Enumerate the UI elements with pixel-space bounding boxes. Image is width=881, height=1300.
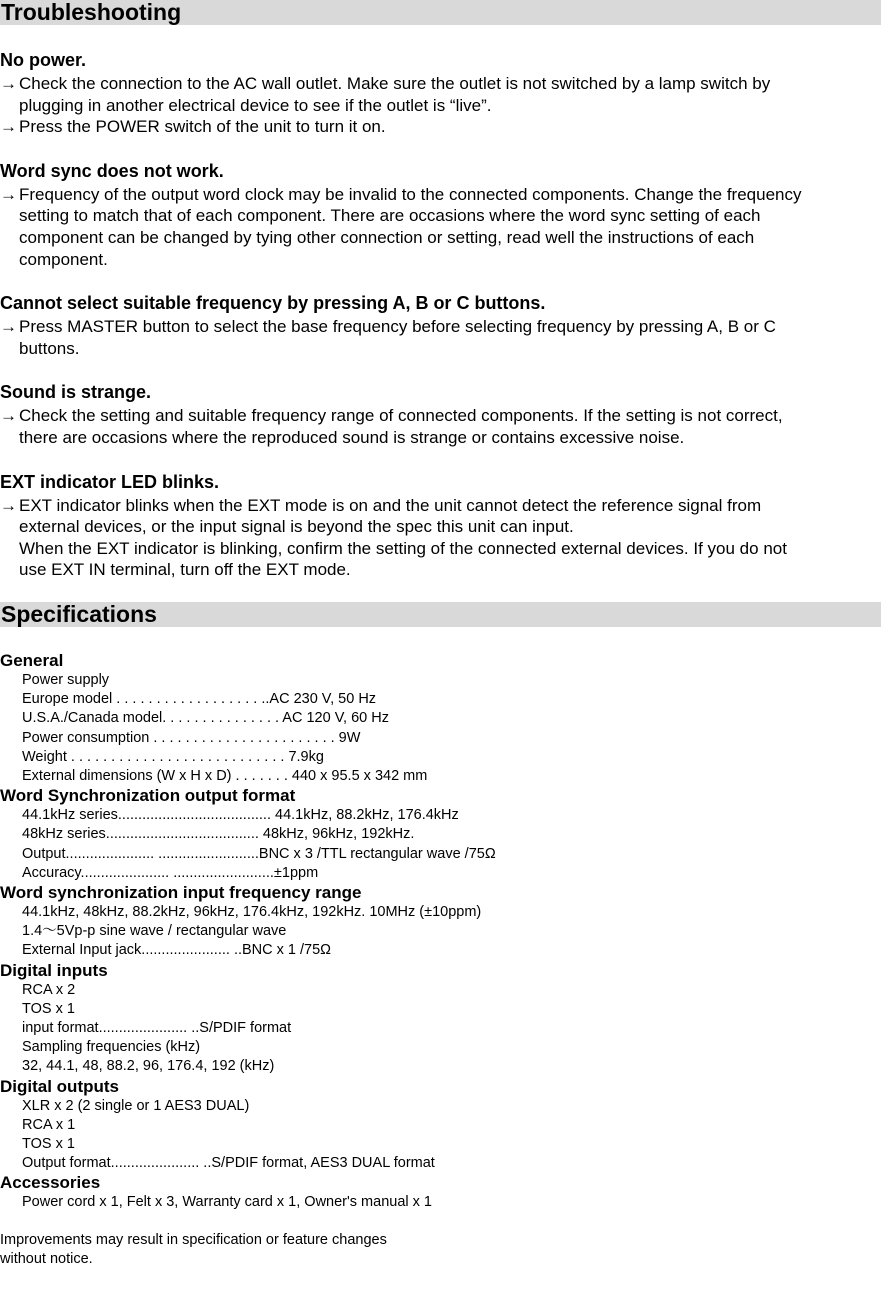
trouble-line: setting to match that of each component. There are occasions where the word sync setting of each: [19, 206, 761, 226]
arrow-icon: →: [0, 317, 17, 337]
arrow-icon: →: [0, 495, 17, 515]
spec-line: 48kHz series...................................... 48kHz, 96kHz, 192kHz.: [22, 826, 415, 843]
trouble-line: use EXT IN terminal, turn off the EXT mode.: [19, 560, 351, 580]
trouble-heading: Word sync does not work.: [0, 160, 224, 181]
arrow-icon: →: [0, 74, 17, 93]
trouble-item: [0, 495, 881, 581]
troubleshooting-section: [0, 0, 881, 602]
spec-line: Output format...................... ..S/PDIF format, AES3 DUAL format: [22, 1155, 435, 1172]
spec-group-heading: Accessories: [0, 1173, 101, 1193]
spec-line: External dimensions (W x H x D) . . . . . . . 440 x 95.5 x 342 mm: [22, 767, 428, 784]
spec-line: RCA x 1: [22, 1116, 76, 1133]
arrow-icon: →: [0, 117, 17, 137]
trouble-line: When the EXT indicator is blinking, confirm the setting of the connected external devices. If you do not: [19, 538, 787, 558]
spec-line: Weight . . . . . . . . . . . . . . . . . . . . . . . . . . . 7.9kg: [22, 748, 324, 765]
troubleshooting-title: Troubleshooting: [0, 0, 881, 25]
trouble-line: Press the POWER switch of the unit to turn it on.: [19, 117, 386, 137]
spec-line: Power cord x 1, Felt x 3, Warranty card x 1, Owner's manual x 1: [22, 1194, 432, 1211]
trouble-item: [0, 116, 881, 138]
spec-line: TOS x 1: [22, 1000, 75, 1017]
spec-line: Power supply: [22, 671, 110, 688]
trouble-line: buttons.: [19, 338, 80, 358]
notice-line: without notice.: [0, 1251, 93, 1268]
spec-line: Accuracy...................... .........................±1ppm: [22, 864, 319, 881]
spec-line: TOS x 1: [22, 1135, 75, 1152]
trouble-heading: Sound is strange.: [0, 382, 152, 403]
trouble-line: there are occasions where the reproduced sound is strange or contains excessive noise.: [19, 427, 685, 447]
spec-line: 32, 44.1, 48, 88.2, 96, 176.4, 192 (kHz): [22, 1058, 275, 1075]
spec-line: 1.4〜5Vp-p sine wave / rectangular wave: [22, 923, 287, 940]
spec-line: Sampling frequencies (kHz): [22, 1039, 201, 1056]
trouble-line: external devices, or the input signal is beyond the spec this unit can input.: [19, 517, 574, 537]
trouble-line: EXT indicator blinks when the EXT mode is on and the unit cannot detect the reference signal from: [19, 495, 762, 515]
trouble-heading: No power.: [0, 50, 87, 70]
spec-group-heading: Word Synchronization output format: [0, 786, 296, 806]
spec-line: Europe model . . . . . . . . . . . . . . . . . . ..AC 230 V, 50 Hz: [22, 691, 377, 708]
notice-line: Improvements may result in specification or feature changes: [0, 1231, 387, 1248]
arrow-icon: →: [0, 406, 17, 426]
trouble-line: component.: [19, 249, 108, 269]
spec-line: U.S.A./Canada model. . . . . . . . . . . . . . . AC 120 V, 60 Hz: [22, 710, 389, 727]
trouble-item: [0, 405, 881, 448]
specifications-section: [0, 602, 881, 1270]
specifications-title: Specifications: [0, 602, 881, 627]
spec-line: Power consumption . . . . . . . . . . . . . . . . . . . . . . . 9W: [22, 729, 361, 746]
arrow-icon: →: [0, 184, 17, 204]
trouble-line: component can be changed by tying other connection or setting, read well the instructions of each: [19, 227, 755, 247]
trouble-heading: EXT indicator LED blinks.: [0, 471, 220, 492]
spec-group-heading: General: [0, 650, 64, 670]
spec-line: 44.1kHz, 48kHz, 88.2kHz, 96kHz, 176.4kHz, 192kHz. 10MHz (±10ppm): [22, 903, 482, 920]
spec-group-heading: Digital inputs: [0, 960, 108, 980]
spec-line: input format...................... ..S/PDIF format: [22, 1019, 292, 1036]
trouble-line: Press MASTER button to select the base frequency before selecting frequency by pressing A, B or C: [19, 317, 776, 337]
spec-group-heading: Digital outputs: [0, 1076, 119, 1096]
spec-line: Output...................... .........................BNC x 3 /TTL rectangular wave /75Ω: [22, 845, 496, 862]
trouble-line: Frequency of the output word clock may be invalid to the connected components. Change the frequency: [19, 184, 802, 204]
trouble-item: [0, 73, 881, 116]
spec-line: RCA x 2: [22, 981, 76, 998]
trouble-line: Check the setting and suitable frequency range of connected components. If the setting is not correct,: [19, 406, 783, 426]
spec-group-heading: Word synchronization input frequency range: [0, 882, 362, 902]
trouble-heading: Cannot select suitable frequency by pressing A, B or C buttons.: [0, 293, 546, 314]
trouble-item: [0, 184, 881, 270]
trouble-item: [0, 316, 881, 359]
spec-line: XLR x 2 (2 single or 1 AES3 DUAL): [22, 1097, 250, 1114]
trouble-line: plugging in another electrical device to see if the outlet is “live”.: [19, 95, 492, 115]
trouble-line: Check the connection to the AC wall outlet. Make sure the outlet is not switched by a lamp switch by: [19, 74, 771, 93]
spec-line: 44.1kHz series...................................... 44.1kHz, 88.2kHz, 176.4kHz: [22, 807, 459, 824]
spec-line: External Input jack...................... ..BNC x 1 /75Ω: [22, 942, 332, 959]
